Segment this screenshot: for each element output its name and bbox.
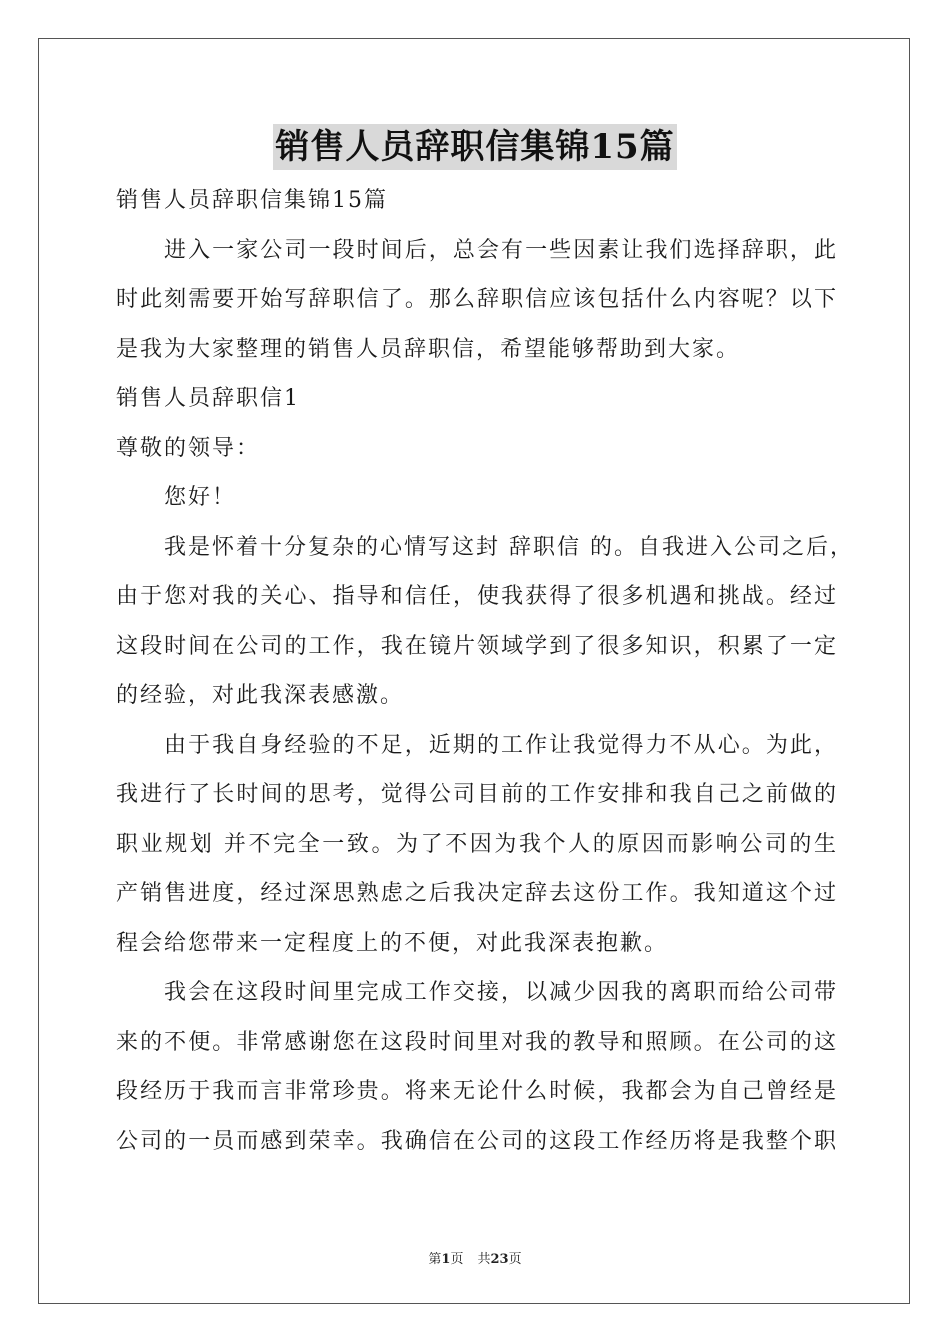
total-pages: 23: [490, 1252, 509, 1267]
text-line: 的经验，对此我深表感激。: [116, 683, 405, 708]
text-line: 产销售进度，经过深思熟虑之后我决定辞去这份工作。我知道这个过: [116, 881, 838, 906]
text-line: 段经历于我而言非常珍贵。将来无论什么时候，我都会为自己曾经是: [116, 1079, 838, 1104]
text-line: 这段时间在公司的工作，我在镜片领域学到了很多知识，积累了一定: [116, 633, 838, 659]
total-suffix: 页: [508, 1252, 522, 1267]
text-line: 来的不便。非常感谢您在这段时间里对我的教导和照顾。在公司的这: [116, 1029, 838, 1055]
text-line: 公司的一员而感到荣幸。我确信在公司的这段工作经历将是我整个职: [116, 1128, 838, 1154]
text-line: 进入一家公司一段时间后，总会有一些因素让我们选择辞职，此: [164, 237, 838, 263]
text-line: 尊敬的领导：: [116, 435, 261, 461]
page-footer: [0, 1248, 950, 1267]
text-line: 我是怀着十分复杂的心情写这封 辞职信 的。自我进入公司之后，: [164, 534, 854, 560]
text-line: 职业规划 并不完全一致。为了不因为我个人的原因而影响公司的生: [116, 831, 838, 857]
total-prefix: 共: [477, 1252, 491, 1267]
text-line: 销售人员辞职信1: [116, 386, 300, 411]
text-line: 您好！: [164, 485, 237, 510]
text-line: 程会给您带来一定程度上的不便，对此我深表抱歉。: [116, 930, 669, 956]
title-container: [0, 124, 950, 170]
text-line: 时此刻需要开始写辞职信了。那么辞职信应该包括什么内容呢？以下: [116, 287, 838, 312]
text-line: 我进行了长时间的思考，觉得公司目前的工作安排和我自己之前做的: [116, 782, 838, 807]
text-line: 销售人员辞职信集锦15篇: [116, 188, 388, 213]
page-suffix: 页: [450, 1252, 464, 1267]
document-title: 销售人员辞职信集锦15篇: [273, 124, 676, 170]
page-number: 1: [441, 1252, 451, 1267]
text-line: 我会在这段时间里完成工作交接，以减少因我的离职而给公司带: [164, 980, 838, 1005]
page-prefix: 第: [428, 1252, 442, 1267]
text-line: 是我为大家整理的销售人员辞职信，希望能够帮助到大家。: [116, 336, 741, 362]
document-body: [116, 176, 854, 1166]
text-line: 由于我自身经验的不足，近期的工作让我觉得力不从心。为此，: [164, 732, 838, 758]
text-line: 由于您对我的关心、指导和信任，使我获得了很多机遇和挑战。经过: [116, 584, 838, 609]
